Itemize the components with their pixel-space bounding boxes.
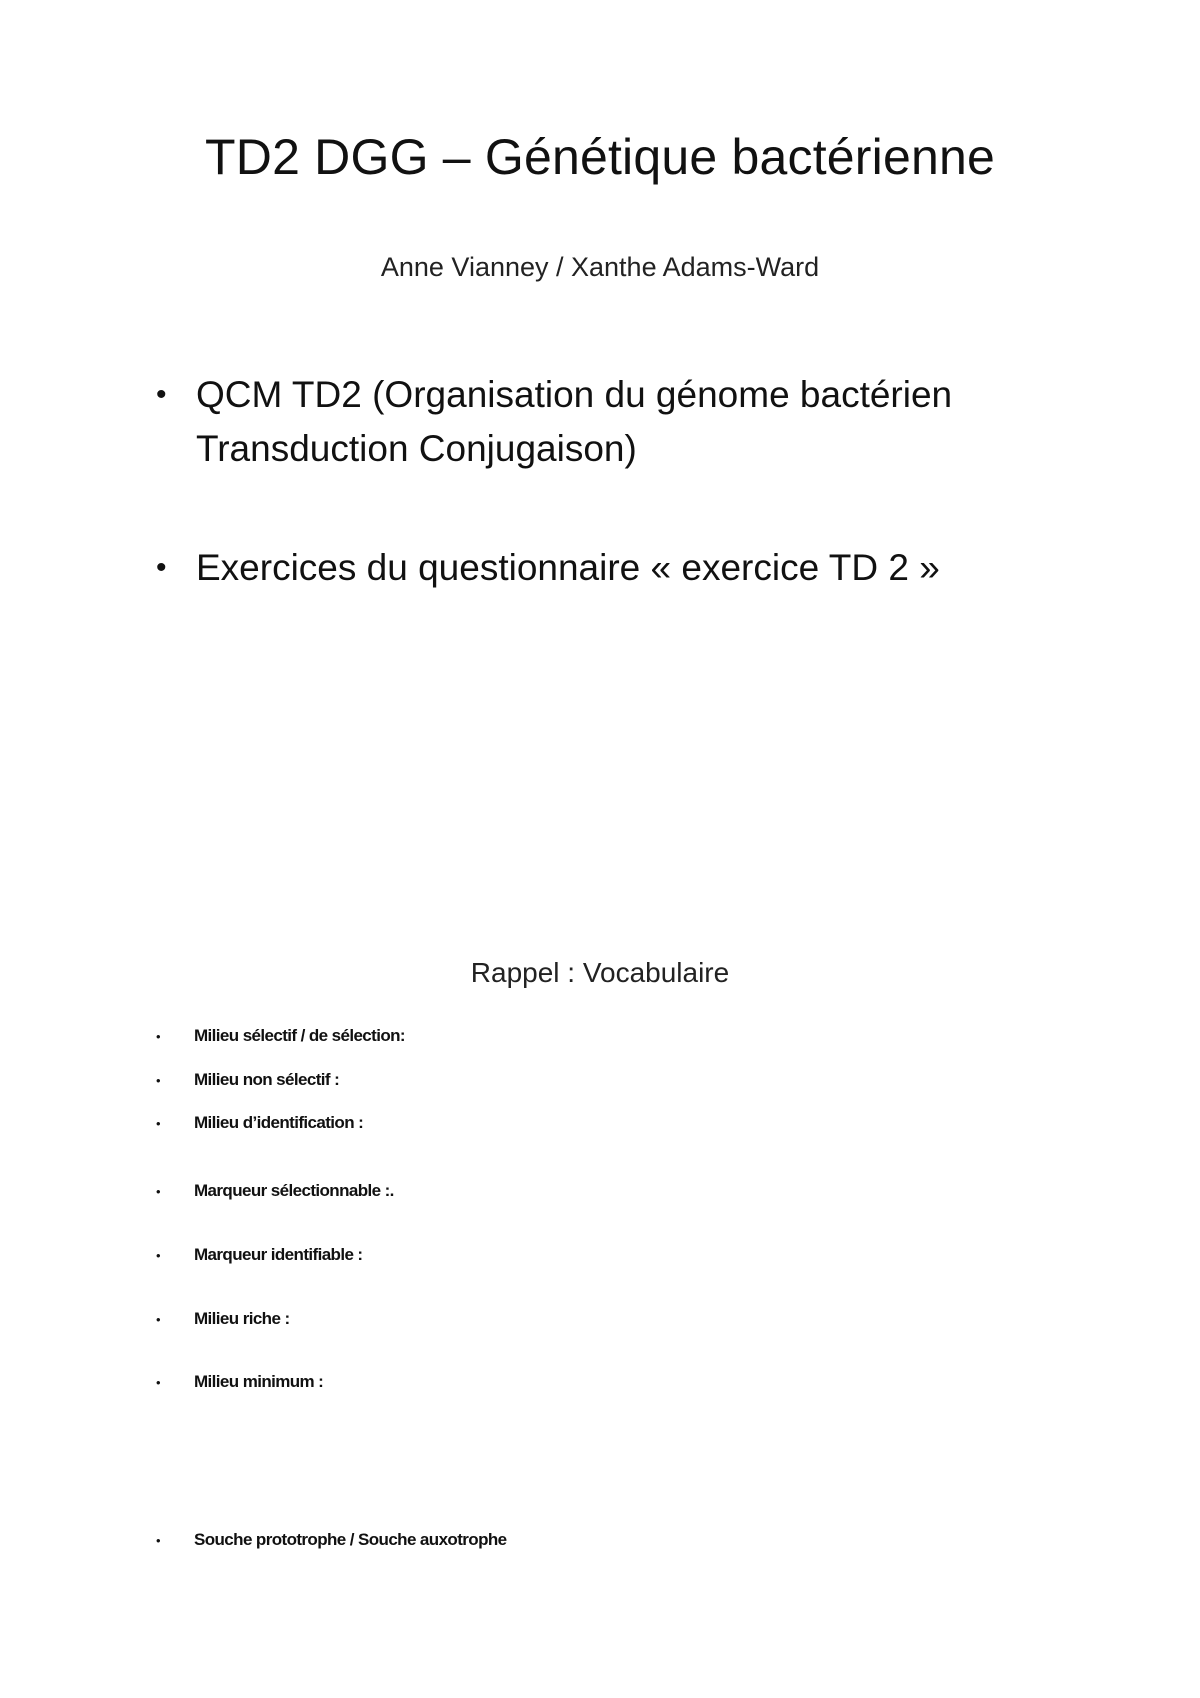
main-item-exercices	[156, 541, 1056, 595]
vocab-item-milieu-riche	[156, 1309, 290, 1329]
bullet-glyph: •	[156, 378, 167, 411]
vocab-item-text: Milieu riche :	[194, 1309, 290, 1328]
bullet-glyph: •	[156, 1375, 160, 1390]
main-bullet-list	[156, 368, 1056, 595]
bullet-glyph: •	[156, 1029, 160, 1044]
bullet-glyph: •	[156, 1248, 160, 1263]
main-item-exercices-text: Exercices du questionnaire « exercice TD 2 »	[196, 547, 940, 588]
bullet-glyph: •	[156, 1312, 160, 1327]
vocab-item-text: Marqueur sélectionnable :.	[194, 1181, 394, 1200]
vocab-item-text: Souche prototrophe / Souche auxotrophe	[194, 1530, 507, 1549]
vocab-item-text: Milieu d’identification :	[194, 1113, 364, 1132]
bullet-glyph: •	[156, 1184, 160, 1199]
bullet-glyph: •	[156, 1116, 160, 1131]
bullet-glyph: •	[156, 551, 167, 584]
vocab-item-marqueur-identifiable	[156, 1245, 363, 1265]
main-item-qcm	[156, 368, 1056, 476]
vocab-item-text: Milieu minimum :	[194, 1372, 324, 1391]
recall-section-title: Rappel : Vocabulaire	[470, 957, 730, 988]
vocab-item-milieu-minimum	[156, 1372, 323, 1392]
vocab-item-milieu-non-selectif	[156, 1070, 339, 1090]
vocab-item-text: Milieu non sélectif :	[194, 1070, 340, 1089]
bullet-glyph: •	[156, 1533, 160, 1548]
vocab-item-souche	[156, 1530, 507, 1550]
vocab-item-milieu-identification	[156, 1113, 363, 1133]
vocab-item-marqueur-selectionnable	[156, 1181, 394, 1201]
vocab-item-text: Milieu sélectif / de sélection:	[194, 1026, 405, 1045]
authors-line: Anne Vianney / Xanthe Adams-Ward	[380, 252, 820, 282]
main-item-qcm-line2: Transduction Conjugaison)	[196, 428, 637, 469]
bullet-glyph: •	[156, 1073, 160, 1088]
vocab-item-text: Marqueur identifiable :	[194, 1245, 363, 1264]
page-title: TD2 DGG – Génétique bactérienne	[205, 129, 995, 185]
vocab-item-milieu-selectif	[156, 1026, 405, 1046]
main-item-qcm-line1: QCM TD2 (Organisation du génome bactérien	[196, 374, 953, 415]
